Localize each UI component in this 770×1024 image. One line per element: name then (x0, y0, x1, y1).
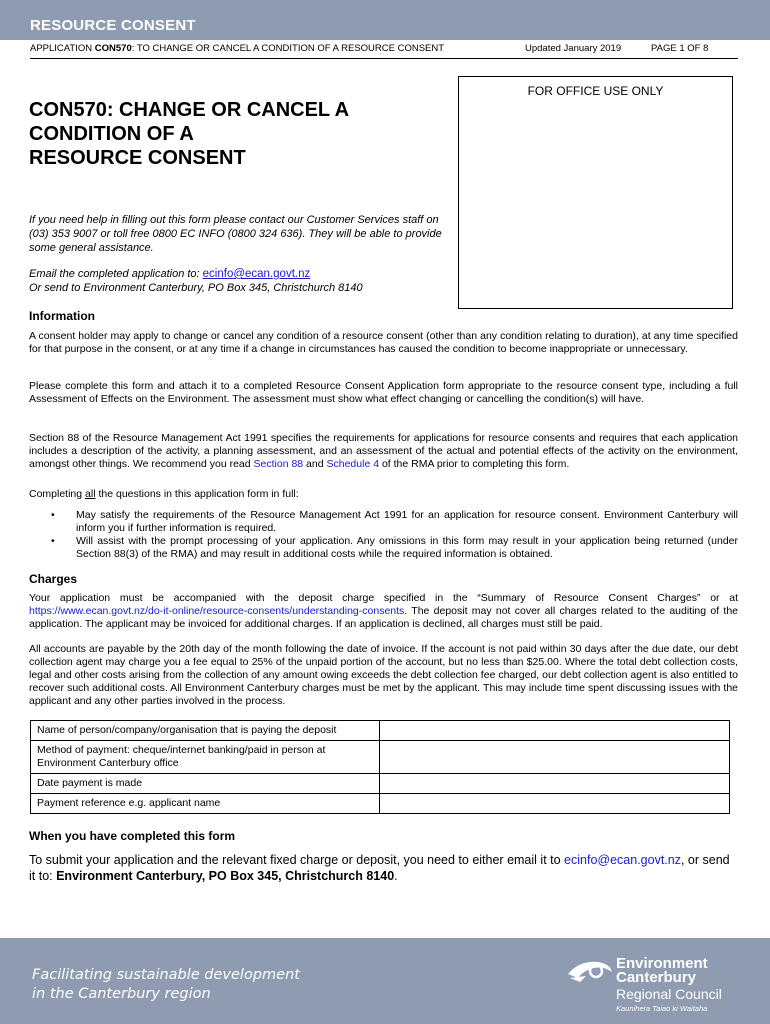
information-paragraph-2: Please complete this form and attach it to a completed Resource Consent Application form appropriate to the resource consent type, including a full Assessment of Effects on the Environment. The assessment must show what effect changing or cancelling the condition(s) will have. (29, 380, 738, 405)
table-row (31, 721, 730, 741)
charges-paragraph-2: All accounts are payable by the 20th day of the month following the date of invoice. If the account is not paid within 30 days after the due date, our debt collection agent may charge you a fee equal to 25% of the unpaid portion of the account, but no less than $25.00. Where the total debt collection costs, legal and other costs arising from the collection of any amount owing exceeds the debt collection fee charged, our debt collection agent is also entitled to recover such additional costs. All Environment Canterbury charges must be met by the applicant. This may include time spent discussing issues with the applicant and any other parties involved in the process. (29, 643, 738, 707)
information-paragraph-4: Completing all the questions in this application form in full: (29, 488, 299, 500)
information-paragraph-3: Section 88 of the Resource Management Act 1991 specifies the requirements for applications for resource consents and requires that each application includes a description of the activity, a planning assessment, and an assessment of the actual and potential effects of the activity on the environment, amongst other things. We recommend you read Section 88 and Schedule 4 of the RMA prior to completing this form. (29, 432, 738, 470)
completed-heading: When you have completed this form (29, 829, 236, 843)
payment-date-label: Date payment is made (31, 774, 380, 794)
payment-method-label: Method of payment: cheque/internet banking/paid in person at Environment Canterbury office (31, 741, 380, 774)
table-row (31, 774, 730, 794)
list-item: • May satisfy the requirements of the Resource Management Act 1991 for an application for resource consent. Environment Canterbury will inform you if further information is required. (51, 509, 738, 534)
header-divider (30, 58, 738, 59)
schedule-4-link[interactable]: Schedule 4 (326, 458, 380, 470)
payment-reference-label: Payment reference e.g. applicant name (31, 794, 380, 814)
payment-table (30, 720, 730, 814)
banner-title: RESOURCE CONSENT (30, 17, 196, 34)
table-row (31, 794, 730, 814)
application-reference: APPLICATION CON570: TO CHANGE OR CANCEL A CONDITION OF A RESOURCE CONSENT (30, 43, 445, 54)
bullet-icon: • (51, 535, 55, 547)
requirements-list (29, 509, 738, 561)
bullet-icon: • (51, 509, 55, 521)
submission-instructions: To submit your application and the relevant fixed charge or deposit, you need to either email it to ecinfo@ecan.govt.nz, or send it to: Environment Canterbury, PO Box 345, Christchurch 8140. (29, 853, 730, 883)
ecan-logo-icon (566, 956, 614, 986)
submit-email-link[interactable]: ecinfo@ecan.govt.nz (564, 853, 681, 867)
charges-heading: Charges (29, 572, 78, 586)
office-use-box (458, 76, 733, 309)
payment-reference-field[interactable] (380, 794, 730, 814)
footer-banner (0, 938, 770, 1024)
payer-name-field[interactable] (380, 721, 730, 741)
payer-name-label: Name of person/company/organisation that is paying the deposit (31, 721, 380, 741)
information-paragraph-1: A consent holder may apply to change or cancel any condition of a resource consent (other than any condition relating to duration), at any time specified for that purpose in the consent, or at any time if a change in circumstances has caused the condition to become inappropriate or unnecessary. (29, 330, 738, 355)
section-88-link[interactable]: Section 88 (253, 458, 304, 470)
list-item: • Will assist with the prompt processing of your application. Any omissions in this form may result in your application being returned (under Section 88(3) of the RMA) and may result in additional costs while the required information is obtained. (51, 535, 738, 560)
charges-url-link[interactable]: https://www.ecan.govt.nz/do-it-online/resource-consents/understanding-consents (29, 605, 405, 617)
information-heading: Information (29, 309, 95, 323)
payment-date-field[interactable] (380, 774, 730, 794)
updated-date: Updated January 2019 (525, 43, 622, 54)
help-text: If you need help in filling out this form please contact our Customer Services staff on (03) 353 9007 or toll free 0800 EC INFO (0800 324 636). They will be able to provide some general assistance. (29, 214, 442, 254)
page-number: PAGE 1 OF 8 (651, 43, 709, 54)
table-row (31, 741, 730, 774)
office-use-label: FOR OFFICE USE ONLY (527, 84, 664, 98)
payment-method-field[interactable] (380, 741, 730, 774)
charges-paragraph-1: Your application must be accompanied with the deposit charge specified in the “Summary of Resource Consent Charges” or at https://www.ecan.govt.nz/do-it-online/resource-consents/understanding-consents. The deposit may not cover all charges related to the auditing of the application. The applicant may be invoiced for additional charges. If an application is declined, all charges must still be paid. (29, 592, 738, 630)
form-title: CON570: CHANGE OR CANCEL A CONDITION OF A RESOURCE CONSENT (29, 99, 350, 169)
footer-tagline: Facilitating sustainable development in the Canterbury region (32, 967, 300, 1002)
email-instructions: Email the completed application to: ecinfo@ecan.govt.nz Or send to Environment Canterbury, PO Box 345, Christchurch 8140 (29, 268, 363, 294)
header-banner (0, 0, 770, 40)
ecan-logo: Environment Canterbury Regional Council Kaunihera Taiao ki Waitaha (566, 954, 736, 1016)
email-link[interactable]: ecinfo@ecan.govt.nz (202, 268, 311, 280)
